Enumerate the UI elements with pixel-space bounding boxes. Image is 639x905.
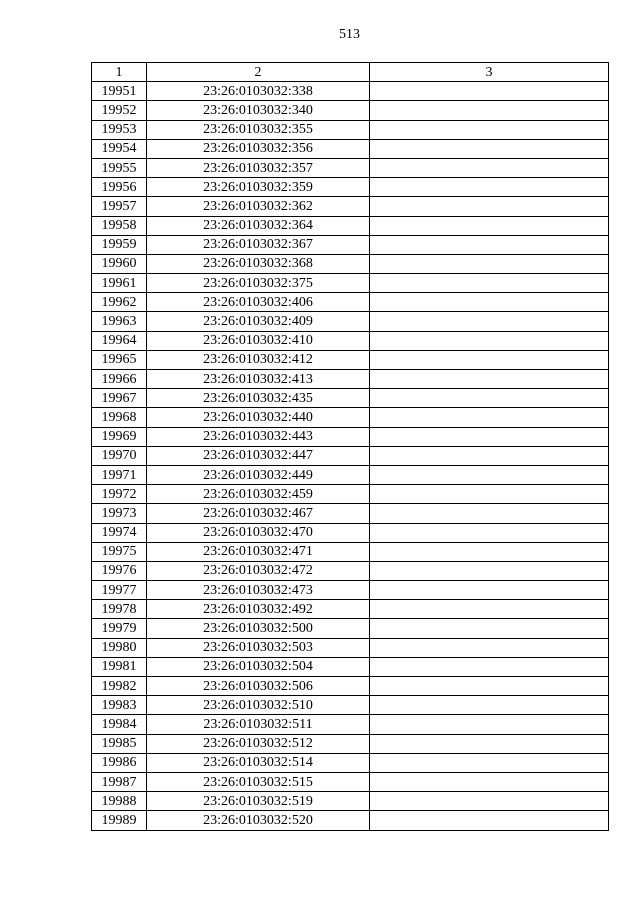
cadastral-number-cell: 23:26:0103032:515 xyxy=(147,772,370,791)
cadastral-number-cell: 23:26:0103032:412 xyxy=(147,350,370,369)
table-header xyxy=(92,63,609,82)
row-number-cell: 19958 xyxy=(92,216,147,235)
cadastral-number-cell: 23:26:0103032:435 xyxy=(147,389,370,408)
notes-cell xyxy=(370,485,609,504)
row-number-cell: 19986 xyxy=(92,753,147,772)
row-number-cell: 19969 xyxy=(92,427,147,446)
cadastral-number-cell: 23:26:0103032:511 xyxy=(147,715,370,734)
table-row xyxy=(92,82,609,101)
notes-cell xyxy=(370,772,609,791)
cadastral-number-cell: 23:26:0103032:520 xyxy=(147,811,370,830)
table-row xyxy=(92,274,609,293)
row-number-cell: 19979 xyxy=(92,619,147,638)
cadastral-number-cell: 23:26:0103032:470 xyxy=(147,523,370,542)
cadastral-number-cell: 23:26:0103032:355 xyxy=(147,120,370,139)
row-number-cell: 19982 xyxy=(92,677,147,696)
row-number-cell: 19962 xyxy=(92,293,147,312)
notes-cell xyxy=(370,216,609,235)
notes-cell xyxy=(370,638,609,657)
cadastral-number-cell: 23:26:0103032:359 xyxy=(147,178,370,197)
notes-cell xyxy=(370,677,609,696)
table-row xyxy=(92,216,609,235)
table-row xyxy=(92,504,609,523)
row-number-cell: 19972 xyxy=(92,485,147,504)
notes-cell xyxy=(370,542,609,561)
notes-cell xyxy=(370,158,609,177)
table-row xyxy=(92,619,609,638)
notes-cell xyxy=(370,504,609,523)
notes-cell xyxy=(370,101,609,120)
table-row xyxy=(92,178,609,197)
notes-cell xyxy=(370,139,609,158)
table-row xyxy=(92,331,609,350)
notes-cell xyxy=(370,581,609,600)
row-number-cell: 19964 xyxy=(92,331,147,350)
cadastral-number-cell: 23:26:0103032:364 xyxy=(147,216,370,235)
cadastral-number-cell: 23:26:0103032:375 xyxy=(147,274,370,293)
cadastral-number-cell: 23:26:0103032:449 xyxy=(147,465,370,484)
table-body xyxy=(92,82,609,830)
column-header-2: 2 xyxy=(147,63,370,82)
table-row xyxy=(92,734,609,753)
row-number-cell: 19951 xyxy=(92,82,147,101)
cadastral-number-cell: 23:26:0103032:443 xyxy=(147,427,370,446)
row-number-cell: 19975 xyxy=(92,542,147,561)
cadastral-number-cell: 23:26:0103032:510 xyxy=(147,696,370,715)
cadastral-number-cell: 23:26:0103032:471 xyxy=(147,542,370,561)
row-number-cell: 19956 xyxy=(92,178,147,197)
table-row xyxy=(92,389,609,408)
table-row xyxy=(92,254,609,273)
notes-cell xyxy=(370,619,609,638)
table-row xyxy=(92,312,609,331)
row-number-cell: 19960 xyxy=(92,254,147,273)
notes-cell xyxy=(370,82,609,101)
notes-cell xyxy=(370,657,609,676)
table-row xyxy=(92,657,609,676)
table-row xyxy=(92,581,609,600)
notes-cell xyxy=(370,465,609,484)
cadastral-number-cell: 23:26:0103032:492 xyxy=(147,600,370,619)
notes-cell xyxy=(370,370,609,389)
table-row xyxy=(92,293,609,312)
row-number-cell: 19980 xyxy=(92,638,147,657)
row-number-cell: 19970 xyxy=(92,446,147,465)
table-row xyxy=(92,561,609,580)
row-number-cell: 19953 xyxy=(92,120,147,139)
notes-cell xyxy=(370,254,609,273)
notes-cell xyxy=(370,312,609,331)
notes-cell xyxy=(370,331,609,350)
table-row xyxy=(92,542,609,561)
notes-cell xyxy=(370,178,609,197)
notes-cell xyxy=(370,293,609,312)
cadastral-number-cell: 23:26:0103032:514 xyxy=(147,753,370,772)
table-row xyxy=(92,235,609,254)
notes-cell xyxy=(370,120,609,139)
table-row xyxy=(92,197,609,216)
notes-cell xyxy=(370,389,609,408)
table-row xyxy=(92,120,609,139)
row-number-cell: 19978 xyxy=(92,600,147,619)
row-number-cell: 19989 xyxy=(92,811,147,830)
table-row xyxy=(92,638,609,657)
cadastral-number-cell: 23:26:0103032:472 xyxy=(147,561,370,580)
row-number-cell: 19952 xyxy=(92,101,147,120)
notes-cell xyxy=(370,561,609,580)
row-number-cell: 19965 xyxy=(92,350,147,369)
table-row xyxy=(92,600,609,619)
notes-cell xyxy=(370,811,609,830)
notes-cell xyxy=(370,446,609,465)
column-header-3: 3 xyxy=(370,63,609,82)
cadastral-number-cell: 23:26:0103032:409 xyxy=(147,312,370,331)
notes-cell xyxy=(370,523,609,542)
cadastral-number-cell: 23:26:0103032:340 xyxy=(147,101,370,120)
notes-cell xyxy=(370,600,609,619)
row-number-cell: 19985 xyxy=(92,734,147,753)
table-row xyxy=(92,101,609,120)
header-row xyxy=(92,63,609,82)
row-number-cell: 19959 xyxy=(92,235,147,254)
table-row xyxy=(92,158,609,177)
cadastral-number-cell: 23:26:0103032:406 xyxy=(147,293,370,312)
table-row xyxy=(92,696,609,715)
row-number-cell: 19968 xyxy=(92,408,147,427)
row-number-cell: 19955 xyxy=(92,158,147,177)
cadastral-number-cell: 23:26:0103032:459 xyxy=(147,485,370,504)
table-row xyxy=(92,677,609,696)
page-number: 513 xyxy=(339,27,360,42)
notes-cell xyxy=(370,753,609,772)
row-number-cell: 19981 xyxy=(92,657,147,676)
table-row xyxy=(92,811,609,830)
table-row xyxy=(92,465,609,484)
notes-cell xyxy=(370,274,609,293)
table-row xyxy=(92,523,609,542)
row-number-cell: 19961 xyxy=(92,274,147,293)
row-number-cell: 19987 xyxy=(92,772,147,791)
table-row xyxy=(92,792,609,811)
notes-cell xyxy=(370,350,609,369)
row-number-cell: 19967 xyxy=(92,389,147,408)
cadastral-number-cell: 23:26:0103032:500 xyxy=(147,619,370,638)
table-row xyxy=(92,485,609,504)
notes-cell xyxy=(370,427,609,446)
column-header-1: 1 xyxy=(92,63,147,82)
cadastral-number-cell: 23:26:0103032:410 xyxy=(147,331,370,350)
cadastral-number-cell: 23:26:0103032:473 xyxy=(147,581,370,600)
row-number-cell: 19966 xyxy=(92,370,147,389)
notes-cell xyxy=(370,715,609,734)
row-number-cell: 19983 xyxy=(92,696,147,715)
notes-cell xyxy=(370,734,609,753)
row-number-cell: 19988 xyxy=(92,792,147,811)
notes-cell xyxy=(370,696,609,715)
notes-cell xyxy=(370,792,609,811)
table-row xyxy=(92,408,609,427)
cadastral-number-cell: 23:26:0103032:440 xyxy=(147,408,370,427)
cadastral-number-cell: 23:26:0103032:413 xyxy=(147,370,370,389)
table-row xyxy=(92,772,609,791)
cadastral-number-cell: 23:26:0103032:506 xyxy=(147,677,370,696)
cadastral-number-cell: 23:26:0103032:357 xyxy=(147,158,370,177)
cadastral-number-cell: 23:26:0103032:519 xyxy=(147,792,370,811)
row-number-cell: 19977 xyxy=(92,581,147,600)
cadastral-number-cell: 23:26:0103032:362 xyxy=(147,197,370,216)
table-row xyxy=(92,446,609,465)
cadastral-number-table xyxy=(91,62,609,831)
cadastral-number-cell: 23:26:0103032:504 xyxy=(147,657,370,676)
row-number-cell: 19971 xyxy=(92,465,147,484)
row-number-cell: 19974 xyxy=(92,523,147,542)
table-row xyxy=(92,370,609,389)
notes-cell xyxy=(370,235,609,254)
table-row xyxy=(92,715,609,734)
row-number-cell: 19963 xyxy=(92,312,147,331)
cadastral-number-cell: 23:26:0103032:503 xyxy=(147,638,370,657)
row-number-cell: 19973 xyxy=(92,504,147,523)
cadastral-number-cell: 23:26:0103032:356 xyxy=(147,139,370,158)
table-row xyxy=(92,427,609,446)
table-row xyxy=(92,350,609,369)
cadastral-number-cell: 23:26:0103032:368 xyxy=(147,254,370,273)
cadastral-number-cell: 23:26:0103032:467 xyxy=(147,504,370,523)
table-row xyxy=(92,139,609,158)
row-number-cell: 19954 xyxy=(92,139,147,158)
notes-cell xyxy=(370,197,609,216)
row-number-cell: 19984 xyxy=(92,715,147,734)
row-number-cell: 19976 xyxy=(92,561,147,580)
cadastral-number-cell: 23:26:0103032:338 xyxy=(147,82,370,101)
cadastral-number-cell: 23:26:0103032:367 xyxy=(147,235,370,254)
row-number-cell: 19957 xyxy=(92,197,147,216)
table-row xyxy=(92,753,609,772)
notes-cell xyxy=(370,408,609,427)
cadastral-number-cell: 23:26:0103032:512 xyxy=(147,734,370,753)
cadastral-number-cell: 23:26:0103032:447 xyxy=(147,446,370,465)
